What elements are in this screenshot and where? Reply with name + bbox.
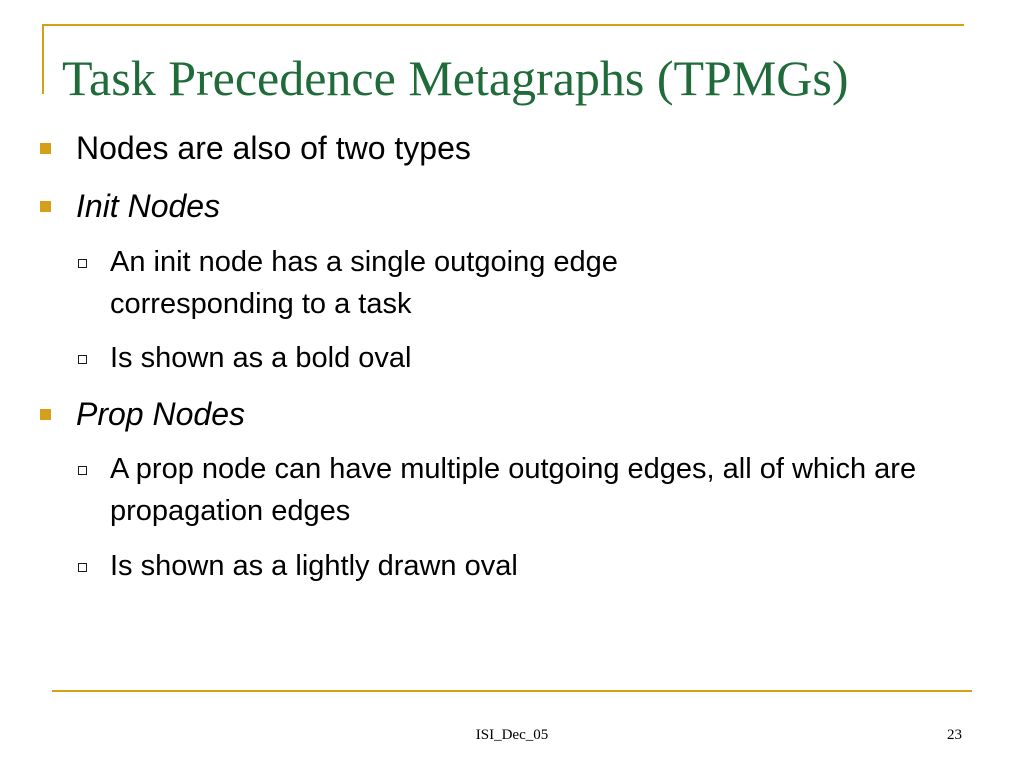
frame-left-rule (42, 24, 44, 94)
bullet-text: Nodes are also of two types (76, 130, 471, 166)
slide-title: Task Precedence Metagraphs (TPMGs) (62, 50, 849, 106)
square-bullet-icon (40, 143, 51, 154)
bullet-text: An init node has a single outgoing edge corresponding to a task (110, 246, 618, 320)
hollow-square-bullet-icon (78, 466, 87, 475)
footer-rule (52, 690, 972, 692)
bullet-text: Is shown as a lightly drawn oval (110, 550, 518, 582)
footer-label: ISI_Dec_05 (475, 727, 549, 743)
hollow-square-bullet-icon (78, 259, 87, 268)
square-bullet-icon (40, 201, 51, 212)
square-bullet-icon (40, 409, 51, 420)
bullet-text: Is shown as a bold oval (110, 342, 412, 374)
hollow-square-bullet-icon (78, 355, 87, 364)
bullet-text: Init Nodes (76, 188, 221, 224)
bullet-text: Prop Nodes (76, 396, 245, 432)
frame-top-rule (42, 24, 964, 26)
bullet-text: A prop node can have multiple outgoing edges, all of which are propagation edges (110, 453, 917, 527)
hollow-square-bullet-icon (78, 563, 87, 572)
page-number: 23 (947, 727, 962, 743)
